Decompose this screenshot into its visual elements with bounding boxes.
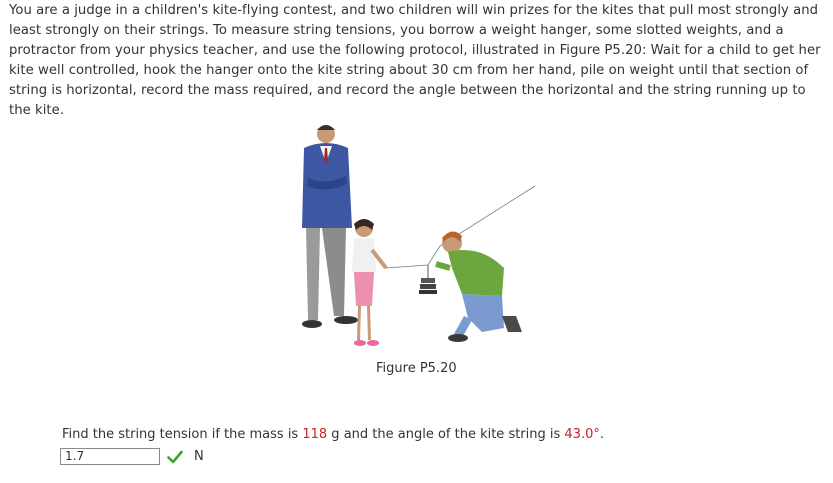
question-middle: g and the angle of the kite string is	[327, 427, 565, 442]
kneeling-man-figure	[436, 231, 522, 342]
angle-value: 43.0°	[564, 427, 600, 442]
question-suffix: .	[599, 427, 605, 442]
check-icon	[167, 449, 183, 463]
answer-input[interactable]	[60, 448, 160, 465]
question-text	[62, 427, 604, 442]
figure-caption: Figure P5.20	[376, 361, 457, 376]
girl-figure	[352, 219, 386, 346]
unit-label: N	[194, 448, 204, 464]
man-figure	[302, 125, 358, 328]
answer-row	[60, 446, 204, 466]
weight-hanger	[419, 265, 437, 294]
question-prefix: Find the string tension if the mass is	[62, 427, 303, 442]
mass-value: 118	[302, 427, 328, 442]
problem-statement: You are a judge in a children's kite-flying contest, and two children will win prizes for the kites that pull most strongly and least strongly on their strings. To measure string tensions, you borrow a weight hanger, some slotted weights, and a protractor from your physics teacher, and use the following protocol, illustrated in Figure P5.20: Wait for a child to get her kite well controlled, hook the hanger onto the kite string about 30 cm from her hand, pile on weight until that section of string is horizontal, record the mass required, and record the angle between the horizontal and the string running up to the kite.	[9, 3, 821, 118]
figure-illustration	[290, 118, 550, 356]
